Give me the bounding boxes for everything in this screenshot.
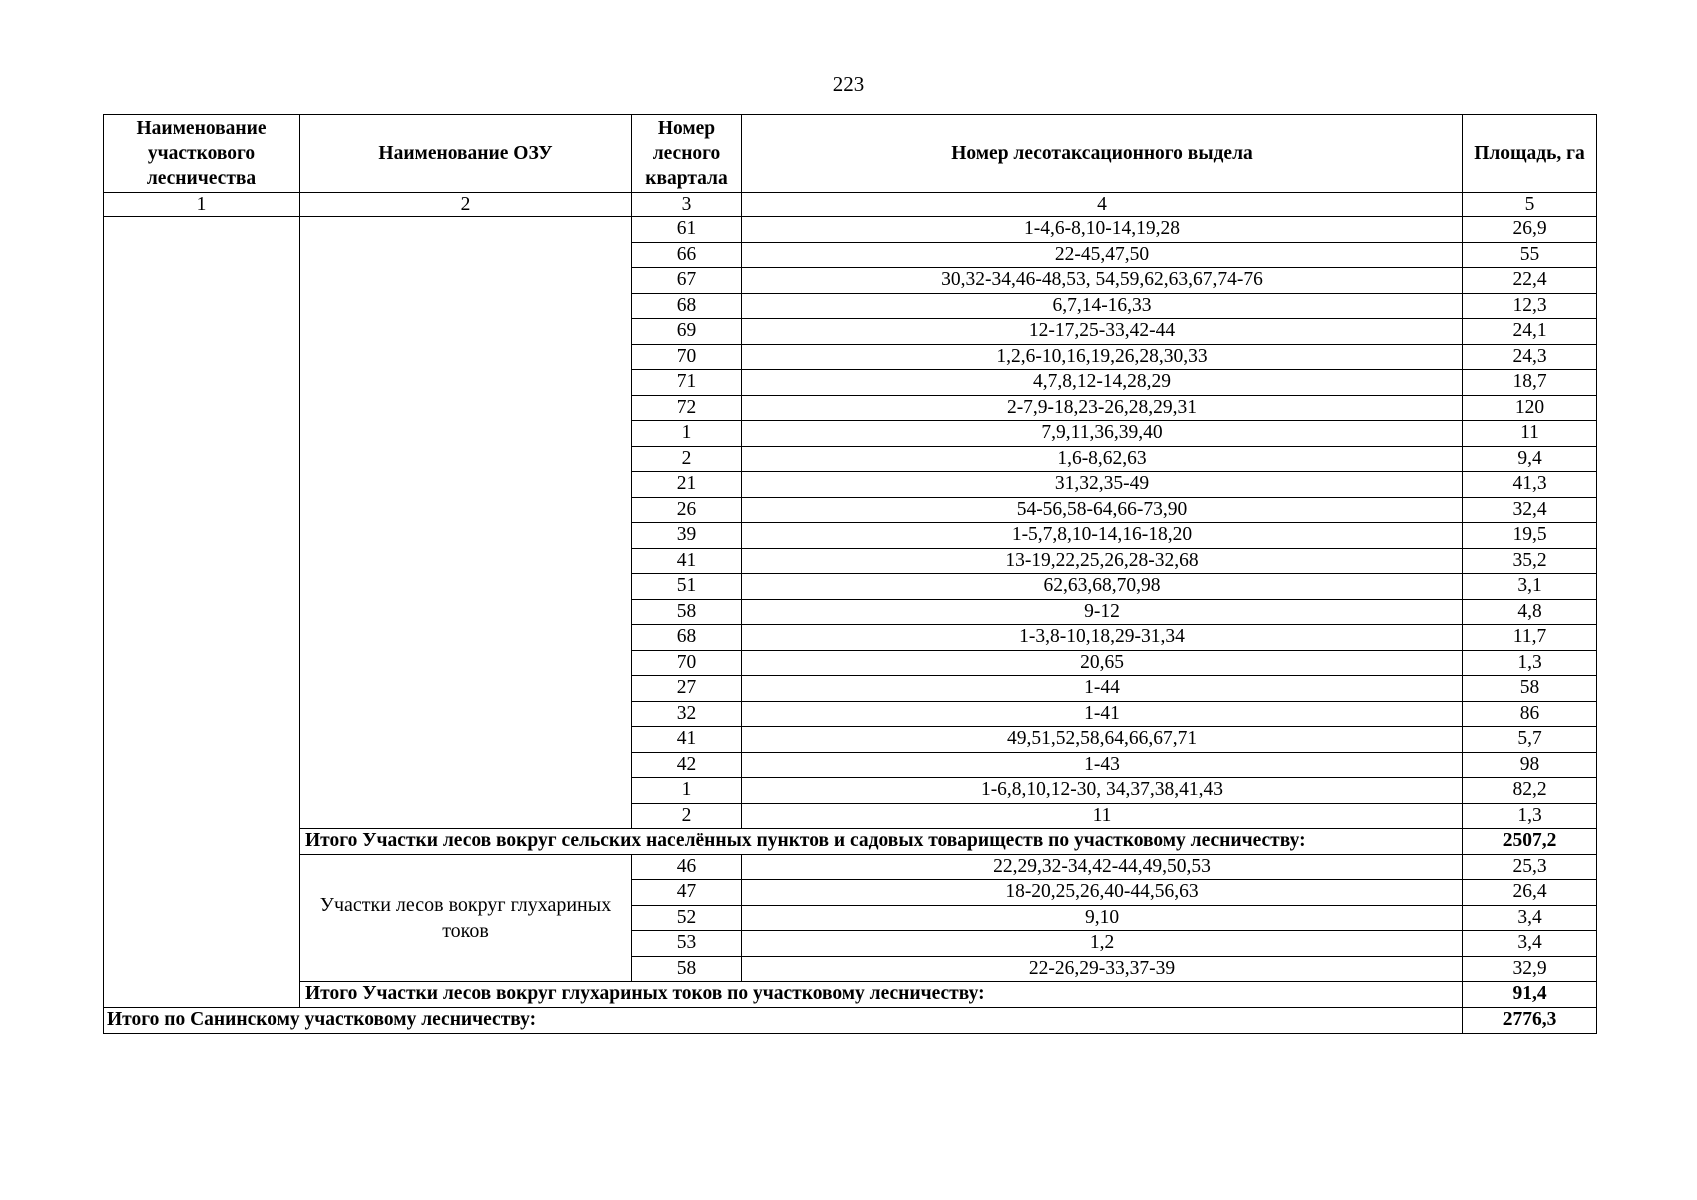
vydel-cell: 1,2: [742, 931, 1463, 957]
kvartal-cell: 69: [632, 319, 742, 345]
column-number: 5: [1463, 193, 1597, 217]
table-row: [104, 217, 1597, 243]
kvartal-cell: 26: [632, 497, 742, 523]
kvartal-cell: 1: [632, 421, 742, 447]
area-cell: 5,7: [1463, 727, 1597, 753]
column-number: 2: [300, 193, 632, 217]
vydel-cell: 20,65: [742, 650, 1463, 676]
area-cell: 25,3: [1463, 854, 1597, 880]
area-cell: 35,2: [1463, 548, 1597, 574]
area-cell: 32,9: [1463, 956, 1597, 982]
kvartal-cell: 21: [632, 472, 742, 498]
grand-total-row: [104, 1007, 1597, 1033]
kvartal-cell: 2: [632, 803, 742, 829]
vydel-cell: 1-44: [742, 676, 1463, 702]
header-lesnichestvo: Наименование участкового лесничества: [104, 115, 300, 193]
vydel-cell: 1,6-8,62,63: [742, 446, 1463, 472]
vydel-cell: 1-3,8-10,18,29-31,34: [742, 625, 1463, 651]
grand-total-value: 2776,3: [1463, 1007, 1597, 1033]
column-number: 4: [742, 193, 1463, 217]
kvartal-cell: 72: [632, 395, 742, 421]
subtotal-label: Итого Участки лесов вокруг глухариных токов по участковому лесничеству:: [300, 982, 1463, 1008]
kvartal-cell: 39: [632, 523, 742, 549]
vydel-cell: 22-45,47,50: [742, 242, 1463, 268]
area-cell: 26,9: [1463, 217, 1597, 243]
grand-total-label: Итого по Санинскому участковому лесничеству:: [104, 1007, 1463, 1033]
area-cell: 120: [1463, 395, 1597, 421]
kvartal-cell: 68: [632, 625, 742, 651]
kvartal-cell: 52: [632, 905, 742, 931]
area-cell: 32,4: [1463, 497, 1597, 523]
kvartal-cell: 27: [632, 676, 742, 702]
column-number: 1: [104, 193, 300, 217]
area-cell: 9,4: [1463, 446, 1597, 472]
subtotal-value: 2507,2: [1463, 829, 1597, 855]
area-cell: 1,3: [1463, 803, 1597, 829]
kvartal-cell: 66: [632, 242, 742, 268]
header-kvartal: Номер лесного квартала: [632, 115, 742, 193]
kvartal-cell: 51: [632, 574, 742, 600]
area-cell: 18,7: [1463, 370, 1597, 396]
kvartal-cell: 58: [632, 956, 742, 982]
page-number: 223: [832, 72, 865, 96]
lesnichestvo-cell: [104, 217, 300, 1008]
area-cell: 41,3: [1463, 472, 1597, 498]
header-row: [104, 115, 1597, 193]
kvartal-cell: 68: [632, 293, 742, 319]
subtotal-label: Итого Участки лесов вокруг сельских населённых пунктов и садовых товариществ по участковому лесничеству:: [300, 829, 1463, 855]
vydel-cell: 1-43: [742, 752, 1463, 778]
vydel-cell: 31,32,35-49: [742, 472, 1463, 498]
area-cell: 82,2: [1463, 778, 1597, 804]
vydel-cell: 54-56,58-64,66-73,90: [742, 497, 1463, 523]
kvartal-cell: 41: [632, 548, 742, 574]
kvartal-cell: 70: [632, 344, 742, 370]
vydel-cell: 18-20,25,26,40-44,56,63: [742, 880, 1463, 906]
vydel-cell: 1-6,8,10,12-30, 34,37,38,41,43: [742, 778, 1463, 804]
area-cell: 12,3: [1463, 293, 1597, 319]
kvartal-cell: 67: [632, 268, 742, 294]
vydel-cell: 4,7,8,12-14,28,29: [742, 370, 1463, 396]
area-cell: 98: [1463, 752, 1597, 778]
area-cell: 3,4: [1463, 931, 1597, 957]
area-cell: 11,7: [1463, 625, 1597, 651]
kvartal-cell: 70: [632, 650, 742, 676]
area-cell: 19,5: [1463, 523, 1597, 549]
kvartal-cell: 46: [632, 854, 742, 880]
area-cell: 3,1: [1463, 574, 1597, 600]
area-cell: 26,4: [1463, 880, 1597, 906]
vydel-cell: 9-12: [742, 599, 1463, 625]
area-cell: 11: [1463, 421, 1597, 447]
area-cell: 3,4: [1463, 905, 1597, 931]
vydel-cell: 22,29,32-34,42-44,49,50,53: [742, 854, 1463, 880]
subtotal-row: [104, 829, 1597, 855]
vydel-cell: 7,9,11,36,39,40: [742, 421, 1463, 447]
kvartal-cell: 1: [632, 778, 742, 804]
subtotal-value: 91,4: [1463, 982, 1597, 1008]
forest-zones-table: [103, 114, 1597, 1034]
area-cell: 58: [1463, 676, 1597, 702]
kvartal-cell: 53: [632, 931, 742, 957]
area-cell: 4,8: [1463, 599, 1597, 625]
vydel-cell: 1-5,7,8,10-14,16-18,20: [742, 523, 1463, 549]
vydel-cell: 49,51,52,58,64,66,67,71: [742, 727, 1463, 753]
header-ozu-name: Наименование ОЗУ: [300, 115, 632, 193]
vydel-cell: 9,10: [742, 905, 1463, 931]
area-cell: 86: [1463, 701, 1597, 727]
kvartal-cell: 41: [632, 727, 742, 753]
kvartal-cell: 58: [632, 599, 742, 625]
vydel-cell: 62,63,68,70,98: [742, 574, 1463, 600]
header-vydel: Номер лесотаксационного выдела: [742, 115, 1463, 193]
ozu-name-cell: Участки лесов вокруг глухариных токов: [300, 854, 632, 982]
table-row: [104, 854, 1597, 880]
area-cell: 22,4: [1463, 268, 1597, 294]
vydel-cell: 30,32-34,46-48,53, 54,59,62,63,67,74-76: [742, 268, 1463, 294]
vydel-cell: 2-7,9-18,23-26,28,29,31: [742, 395, 1463, 421]
kvartal-cell: 61: [632, 217, 742, 243]
kvartal-cell: 2: [632, 446, 742, 472]
kvartal-cell: 71: [632, 370, 742, 396]
column-number: 3: [632, 193, 742, 217]
vydel-cell: 6,7,14-16,33: [742, 293, 1463, 319]
column-number-row: [104, 193, 1597, 217]
header-area: Площадь, га: [1463, 115, 1597, 193]
area-cell: 1,3: [1463, 650, 1597, 676]
vydel-cell: 11: [742, 803, 1463, 829]
vydel-cell: 22-26,29-33,37-39: [742, 956, 1463, 982]
vydel-cell: 1,2,6-10,16,19,26,28,30,33: [742, 344, 1463, 370]
ozu-name-cell: [300, 217, 632, 829]
kvartal-cell: 47: [632, 880, 742, 906]
vydel-cell: 1-41: [742, 701, 1463, 727]
subtotal-row: [104, 982, 1597, 1008]
area-cell: 55: [1463, 242, 1597, 268]
vydel-cell: 12-17,25-33,42-44: [742, 319, 1463, 345]
kvartal-cell: 32: [632, 701, 742, 727]
vydel-cell: 13-19,22,25,26,28-32,68: [742, 548, 1463, 574]
vydel-cell: 1-4,6-8,10-14,19,28: [742, 217, 1463, 243]
area-cell: 24,1: [1463, 319, 1597, 345]
kvartal-cell: 42: [632, 752, 742, 778]
area-cell: 24,3: [1463, 344, 1597, 370]
